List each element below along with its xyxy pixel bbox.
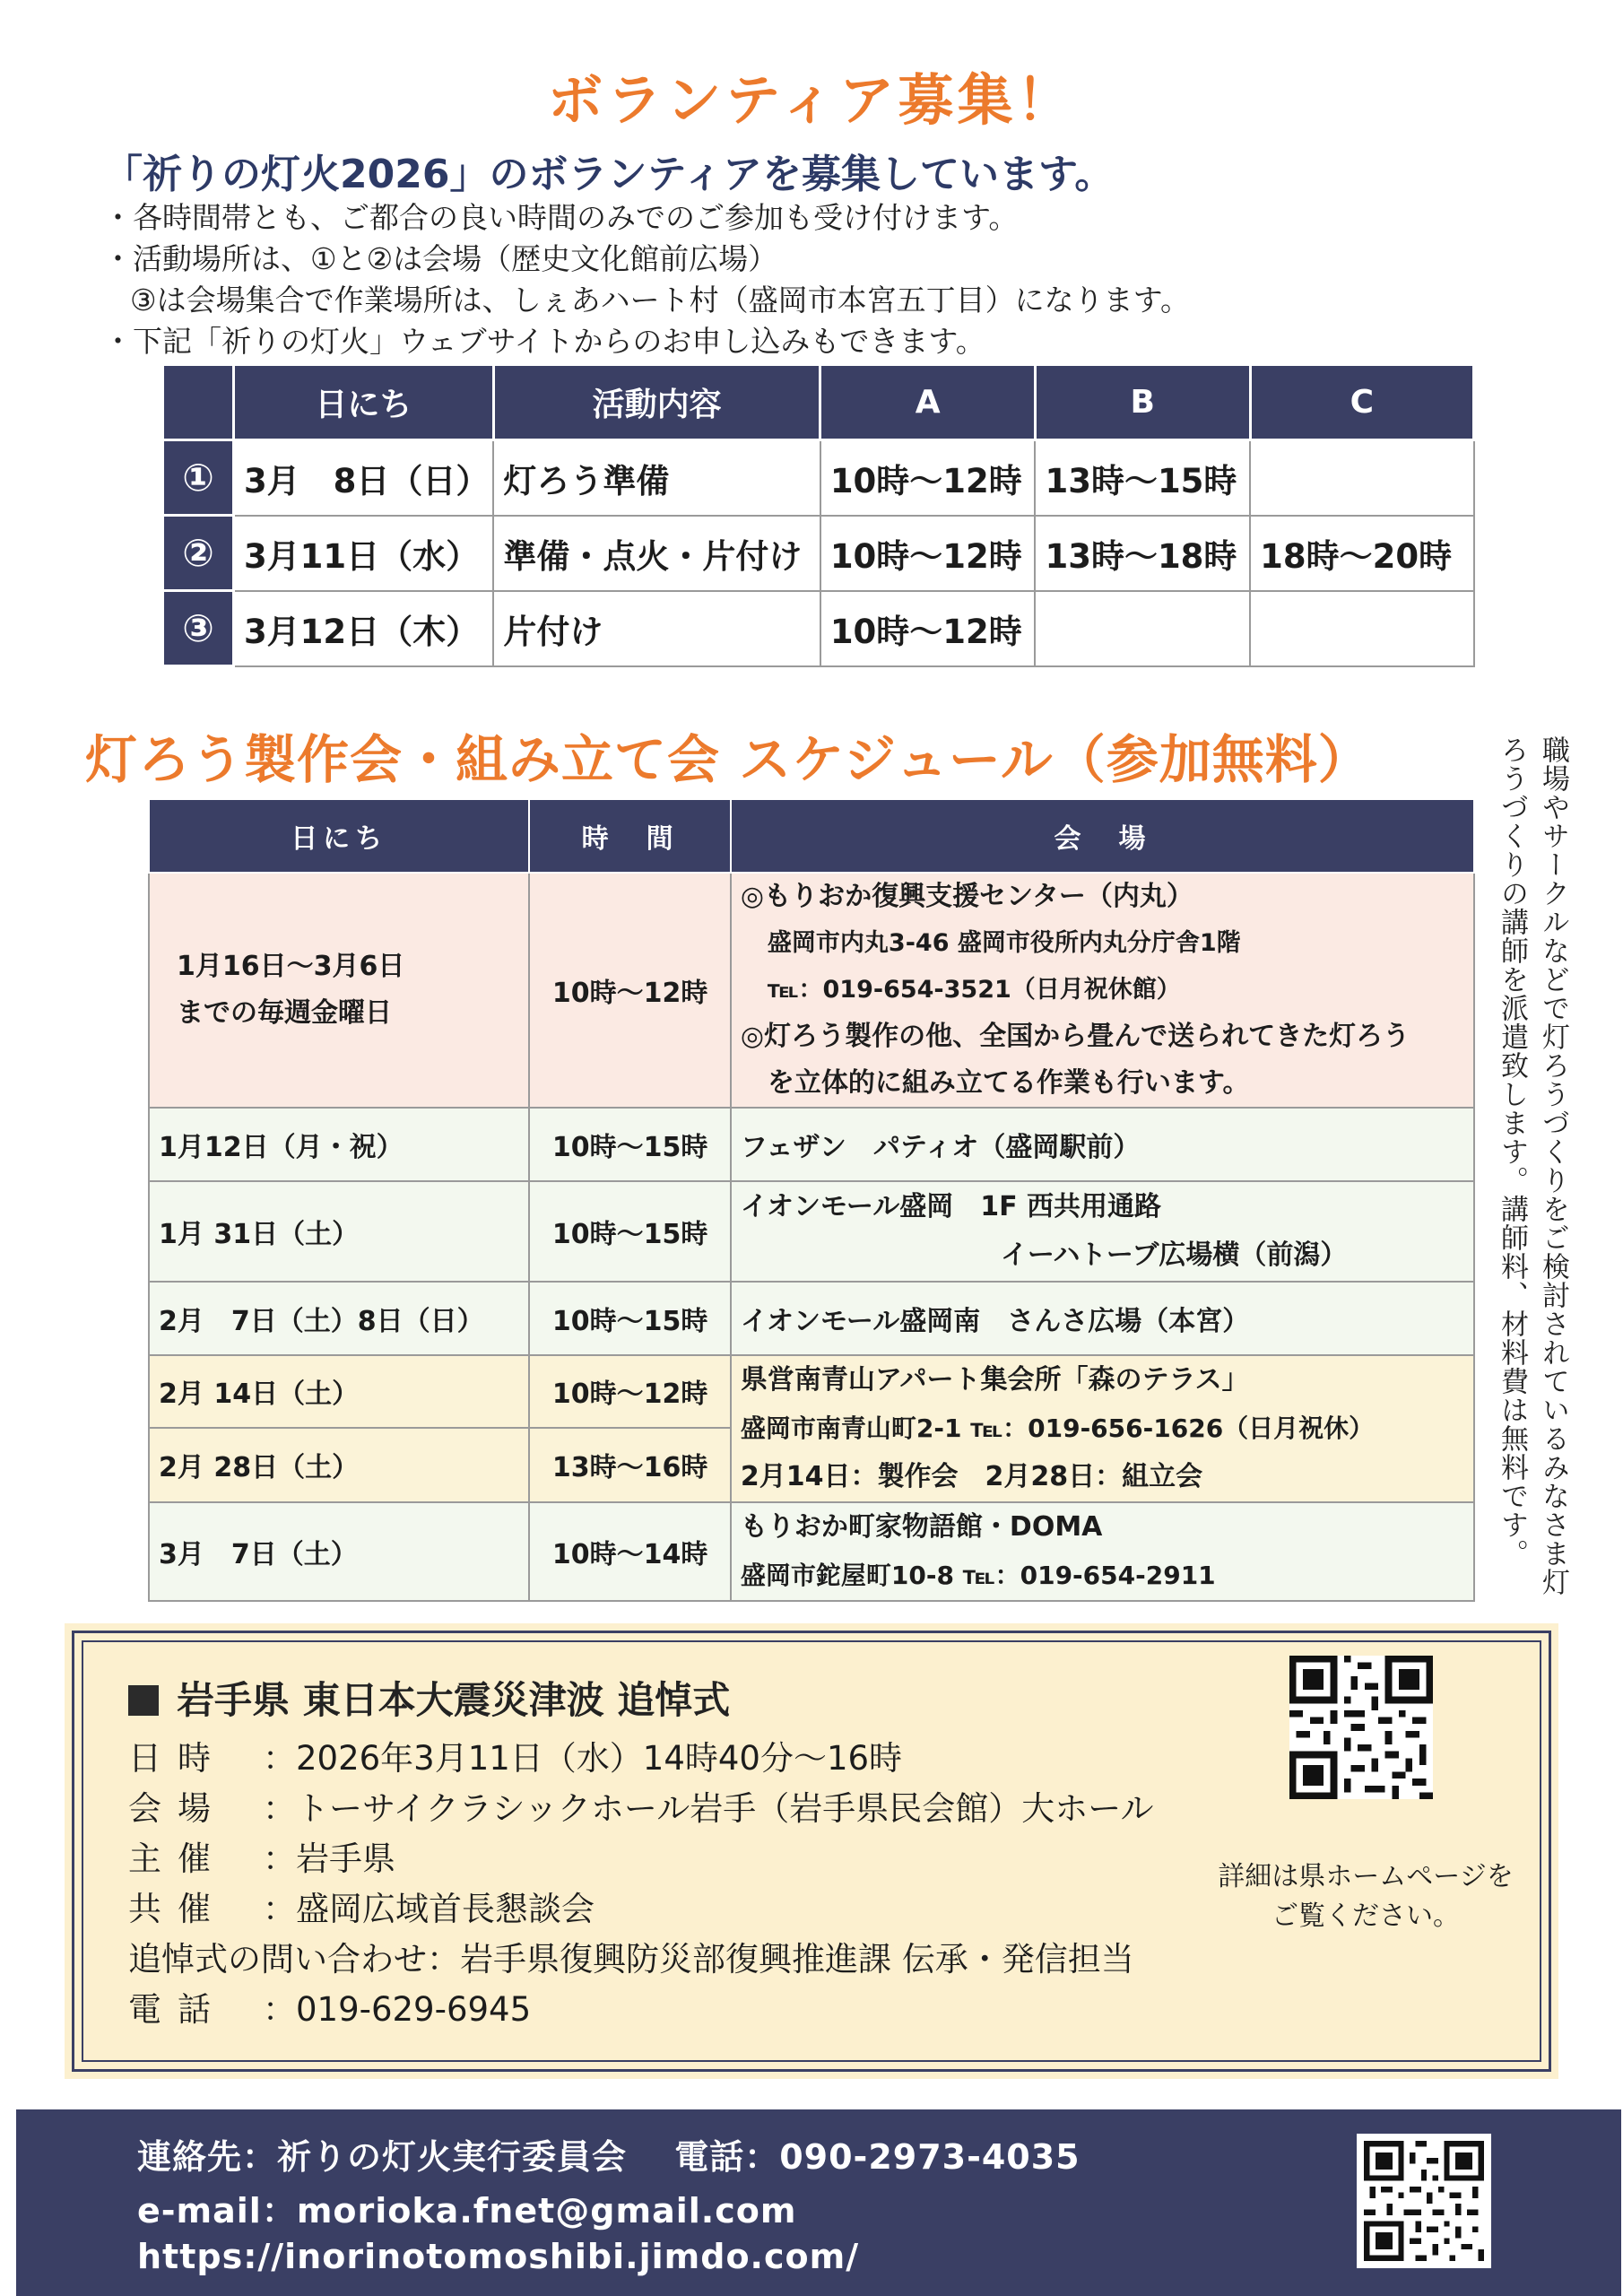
row-time: 10時～15時	[529, 1181, 731, 1282]
row-date: 3月 7日（土）	[149, 1502, 529, 1601]
memorial-venue	[128, 1784, 1153, 1834]
qr-note-line: ご覧ください。	[1271, 1900, 1460, 1932]
table-row	[149, 1355, 1474, 1428]
row-slot-c	[1250, 440, 1473, 516]
row-venue	[731, 1502, 1474, 1601]
website-qr-code-icon[interactable]	[1357, 2134, 1491, 2268]
row-date: 1月 31日（土）	[149, 1181, 529, 1282]
row-venue	[731, 873, 1474, 1108]
memorial-cohost	[128, 1884, 1153, 1935]
header-activity: 活動内容	[493, 365, 820, 440]
header-a: A	[820, 365, 1036, 440]
row-time: 10時～15時	[529, 1282, 731, 1355]
detail-label: 会場	[128, 1789, 227, 1828]
row-slot-a: 10時～12時	[820, 440, 1036, 516]
header-date: 日にち	[233, 365, 493, 440]
row-date: 2月 7日（土）8日（日）	[149, 1282, 529, 1355]
table-row	[149, 873, 1474, 1108]
row-date: 3月11日（水）	[233, 516, 493, 591]
row-date: 2月 14日（土）	[149, 1355, 529, 1428]
row-venue	[731, 1355, 1474, 1502]
row-slot-a: 10時～12時	[820, 516, 1036, 591]
date-line: 1月16日～3月6日	[177, 951, 405, 982]
row-slot-b: 13時～18時	[1035, 516, 1250, 591]
header-blank	[163, 365, 234, 440]
row-number: ③	[163, 591, 234, 666]
contact-footer	[16, 2109, 1621, 2296]
row-date: 3月12日（木）	[233, 591, 493, 666]
detail-value: ：2026年3月11日（水）14時40分～16時	[263, 1739, 903, 1778]
table-row	[149, 1282, 1474, 1355]
row-date: 1月12日（月・祝）	[149, 1108, 529, 1181]
row-time: 10時～14時	[529, 1502, 731, 1601]
venue-line: ◎灯ろう製作の他、全国から畳んで送られてきた灯ろう	[740, 1021, 1410, 1052]
memorial-box	[72, 1631, 1551, 2072]
row-activity: 準備・点火・片付け	[493, 516, 820, 591]
prefecture-qr-code-icon[interactable]	[1289, 1656, 1433, 1799]
venue-line: ℡：019-654-3521（日月祝休館）	[767, 976, 1181, 1004]
row-venue: フェザン パティオ（盛岡駅前）	[731, 1108, 1474, 1181]
venue-line: ◎もりおか復興支援センター（内丸）	[740, 881, 1193, 912]
note-line: ・下記「祈りの灯火」ウェブサイトからのお申し込みもできます。	[103, 324, 985, 359]
table-row	[163, 516, 1474, 591]
note-line: ・活動場所は、①と②は会場（歴史文化館前広場）	[103, 241, 778, 276]
venue-line: もりおか町家物語館・DOMA	[740, 1511, 1103, 1543]
detail-label: 日時	[128, 1739, 227, 1778]
volunteer-table	[161, 363, 1475, 667]
header-venue: 会 場	[731, 799, 1474, 873]
detail-value: ：岩手県	[263, 1839, 395, 1878]
row-slot-b: 13時～15時	[1035, 440, 1250, 516]
detail-value: ：盛岡広域首長懇談会	[263, 1890, 595, 1928]
venue-line: を立体的に組み立てる作業も行います。	[767, 1067, 1250, 1099]
venue-line: 県営南青山アパート集会所「森のテラス」	[740, 1364, 1249, 1396]
header-time: 時 間	[529, 799, 731, 873]
qr-note-line: 詳細は県ホームページを	[1218, 1861, 1514, 1892]
memorial-host	[128, 1834, 1153, 1884]
schedule-table-header	[149, 799, 1474, 873]
row-date: 2月 28日（土）	[149, 1428, 529, 1502]
row-number: ①	[163, 440, 234, 516]
schedule-table	[148, 798, 1475, 1602]
row-slot-c: 18時～20時	[1250, 516, 1473, 591]
contact-line: 連絡先：祈りの灯火実行委員会 電話：090-2973-4035	[137, 2137, 1081, 2177]
volunteer-table-header	[163, 365, 1474, 440]
detail-value: ：019-629-6945	[263, 1990, 532, 2029]
memorial-heading-text: 岩手県 東日本大震災津波 追悼式	[177, 1678, 731, 1722]
row-slot-c	[1250, 591, 1473, 666]
email-link[interactable]: e-mail：morioka.fnet@gmail.com	[137, 2191, 797, 2231]
date-line: までの毎週金曜日	[177, 997, 392, 1029]
row-activity: 灯ろう準備	[493, 440, 820, 516]
row-date	[149, 873, 529, 1108]
row-time: 13時～16時	[529, 1428, 731, 1502]
schedule-title: 灯ろう製作会・組み立て会 スケジュール（参加無料）	[85, 729, 1371, 790]
recruitment-notes	[103, 197, 1538, 362]
venue-line: イオンモール盛岡 1F 西共用通路	[740, 1191, 1162, 1222]
venue-line: イーハトーブ広場横（前潟）	[1000, 1239, 1348, 1271]
memorial-phone	[128, 1985, 1153, 2035]
row-time: 10時～12時	[529, 1355, 731, 1428]
table-row	[149, 1502, 1474, 1601]
memorial-heading	[128, 1671, 730, 1725]
website-link[interactable]: https://inorinotomoshibi.jimdo.com/	[137, 2237, 860, 2276]
row-number: ②	[163, 516, 234, 591]
square-bullet-icon	[128, 1685, 159, 1716]
table-row	[149, 1108, 1474, 1181]
venue-line: 盛岡市鉈屋町10-8 ℡：019-654-2911	[740, 1561, 1216, 1590]
note-line: ・各時間帯とも、ご都合の良い時間のみでのご参加も受け付けます。	[103, 200, 1019, 235]
lecturer-dispatch-note: 職場やサークルなどで灯ろうづくりをご検討されているみなさま灯ろうづくりの講師を派遣致します。講師料、材料費は無料です。	[1496, 735, 1569, 1596]
row-slot-a: 10時～12時	[820, 591, 1036, 666]
row-time: 10時～15時	[529, 1108, 731, 1181]
memorial-datetime	[128, 1734, 1153, 1784]
memorial-inquiry: 追悼式の問い合わせ：岩手県復興防災部復興推進課 伝承・発信担当	[128, 1940, 1134, 1979]
venue-line: 2月14日：製作会 2月28日：組立会	[740, 1461, 1203, 1492]
qr-note	[1177, 1857, 1554, 1936]
memorial-details	[128, 1734, 1153, 2035]
table-row	[149, 1181, 1474, 1282]
row-time: 10時～12時	[529, 873, 731, 1108]
venue-line: 盛岡市内丸3-46 盛岡市役所内丸分庁舎1階	[767, 929, 1241, 957]
row-date: 3月 8日（日）	[233, 440, 493, 516]
detail-value: ：トーサイクラシックホール岩手（岩手県民会館）大ホール	[263, 1789, 1154, 1828]
row-slot-b	[1035, 591, 1250, 666]
table-row	[163, 591, 1474, 666]
row-activity: 片付け	[493, 591, 820, 666]
header-date: 日にち	[149, 799, 529, 873]
detail-label: 電話	[128, 1990, 227, 2029]
header-b: B	[1035, 365, 1250, 440]
venue-line: 盛岡市南青山町2-1 ℡：019-656-1626（日月祝休）	[740, 1413, 1375, 1443]
recruitment-subheading: 「祈りの灯火2026」のボランティアを募集しています。	[103, 152, 1115, 197]
detail-label: 主催	[128, 1839, 227, 1878]
row-venue: イオンモール盛岡南 さんさ広場（本宮）	[731, 1282, 1474, 1355]
table-row	[163, 440, 1474, 516]
detail-label: 共催	[128, 1890, 227, 1928]
page-title: ボランティア募集！	[547, 67, 1076, 133]
note-line: ③は会場集合で作業場所は、しぇあハート村（盛岡市本宮五丁目）になります。	[130, 283, 1190, 317]
header-c: C	[1250, 365, 1473, 440]
row-venue	[731, 1181, 1474, 1282]
